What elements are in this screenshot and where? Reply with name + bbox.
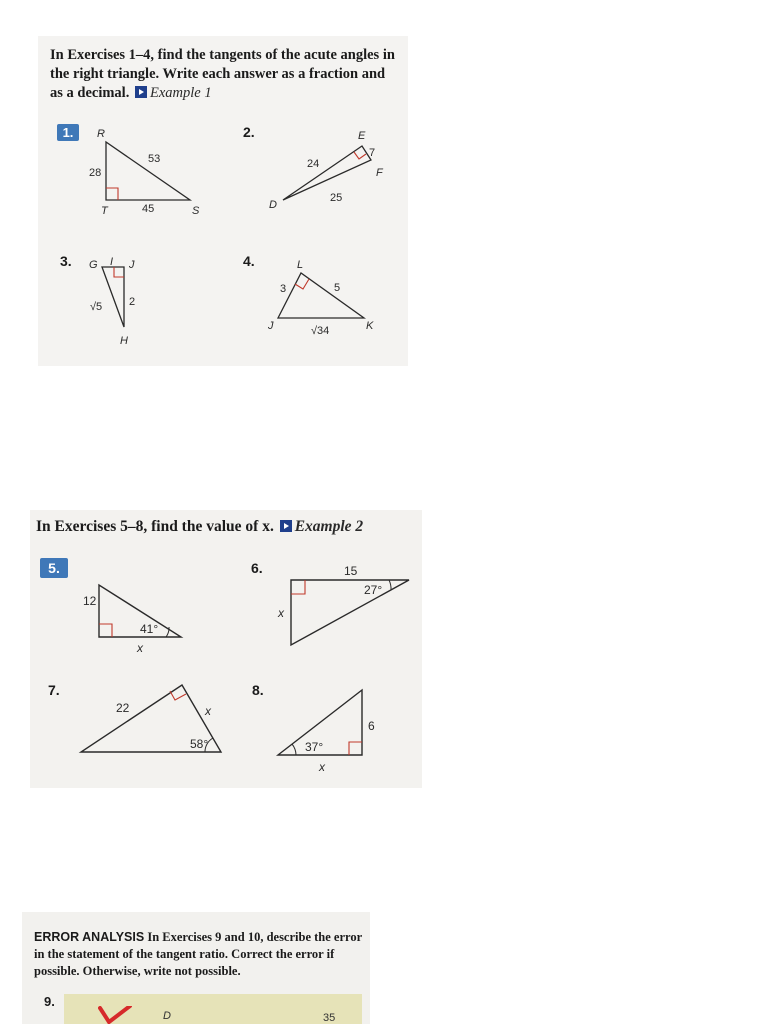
right-angle-mark	[354, 152, 366, 159]
angle-label: 41°	[140, 622, 159, 636]
instruction-text: In Exercises 5–8, find the value of x.	[36, 518, 274, 535]
side-length: 3	[280, 283, 287, 295]
error-analysis-heading: ERROR ANALYSIS	[34, 930, 145, 944]
unknown-x: x	[278, 606, 284, 620]
exercise-number-badge: 5.	[40, 558, 68, 578]
unknown-x: x	[137, 641, 143, 655]
side-length: 5	[334, 282, 341, 294]
vertex-label: G	[89, 259, 98, 271]
exercise-number: 6.	[251, 560, 263, 576]
angle-label: 37°	[305, 740, 324, 754]
exercise-number: 4.	[243, 253, 255, 269]
vertex-label: L	[297, 259, 304, 271]
side-length: 22	[116, 701, 130, 715]
triangle-ex2	[269, 130, 384, 211]
side-length: 35	[323, 1012, 336, 1024]
side-length: 53	[148, 153, 161, 165]
right-angle-mark	[114, 267, 124, 277]
triangle-ex7	[81, 685, 221, 752]
triangle-shape	[102, 267, 124, 327]
vertex-label: K	[366, 320, 374, 332]
angle-label: 27°	[364, 583, 383, 597]
right-angle-mark	[349, 742, 362, 755]
example-1-link[interactable]: Example 1	[149, 85, 212, 101]
side-length: 45	[142, 203, 155, 215]
unknown-x: x	[319, 760, 325, 774]
right-angle-mark	[170, 691, 186, 700]
vertex-label: E	[358, 130, 366, 142]
angle-label: 58°	[190, 737, 209, 751]
side-length: 7	[369, 147, 376, 159]
instruction-text: In Exercises 9 and 10, describe the error in the statement of the tangent ratio. Correct the error if possible. Otherwise, write not possible.	[34, 930, 362, 978]
side-length: √5	[90, 301, 103, 313]
instruction-text: In Exercises 1–4, find the tangents of the acute angles in the right triangle. Write each answer as a fraction and as a decimal.	[50, 47, 395, 101]
triangle-ex5	[83, 585, 181, 655]
vertex-label: J	[129, 259, 135, 271]
vertex-label: H	[120, 335, 128, 347]
triangle-shape	[106, 142, 190, 200]
side-length: 25	[330, 192, 343, 204]
unknown-x: x	[205, 704, 211, 718]
vertex-label: F	[376, 167, 383, 179]
triangle-ex1	[89, 128, 200, 217]
triangle-ex8	[278, 690, 375, 774]
error-x-icon	[98, 1006, 132, 1024]
exercise-number: 8.	[252, 682, 264, 698]
vertex-label: J	[268, 320, 274, 332]
side-length: 12	[83, 594, 97, 608]
vertex-label: D	[163, 1010, 171, 1022]
triangle-ex4	[267, 259, 374, 337]
vertex-label: T	[101, 205, 108, 217]
side-length: 24	[307, 158, 320, 170]
vertex-label: S	[192, 205, 200, 217]
side-length: 28	[89, 167, 102, 179]
triangle-shape	[278, 273, 364, 318]
exercise-number: 2.	[243, 124, 255, 140]
vertex-label: D	[269, 199, 277, 211]
exercise-number-badge: 1.	[57, 124, 79, 141]
exercise-number: 3.	[60, 253, 72, 269]
right-angle-mark	[291, 580, 305, 594]
triangle-shape	[283, 146, 371, 200]
side-length: √34	[311, 325, 330, 337]
triangle-ex3	[89, 256, 135, 347]
side-length: 6	[368, 719, 375, 733]
side-length: 2	[129, 296, 136, 308]
right-angle-mark	[99, 624, 112, 637]
exercise-number: 7.	[48, 682, 60, 698]
vertex-label: I	[110, 256, 114, 268]
side-length: 15	[344, 564, 358, 578]
example-2-link[interactable]: Example 2	[294, 518, 364, 535]
triangle-ex6	[277, 564, 409, 645]
vertex-label: R	[97, 128, 105, 140]
right-angle-mark	[106, 188, 118, 200]
exercise-number: 9.	[44, 994, 55, 1009]
